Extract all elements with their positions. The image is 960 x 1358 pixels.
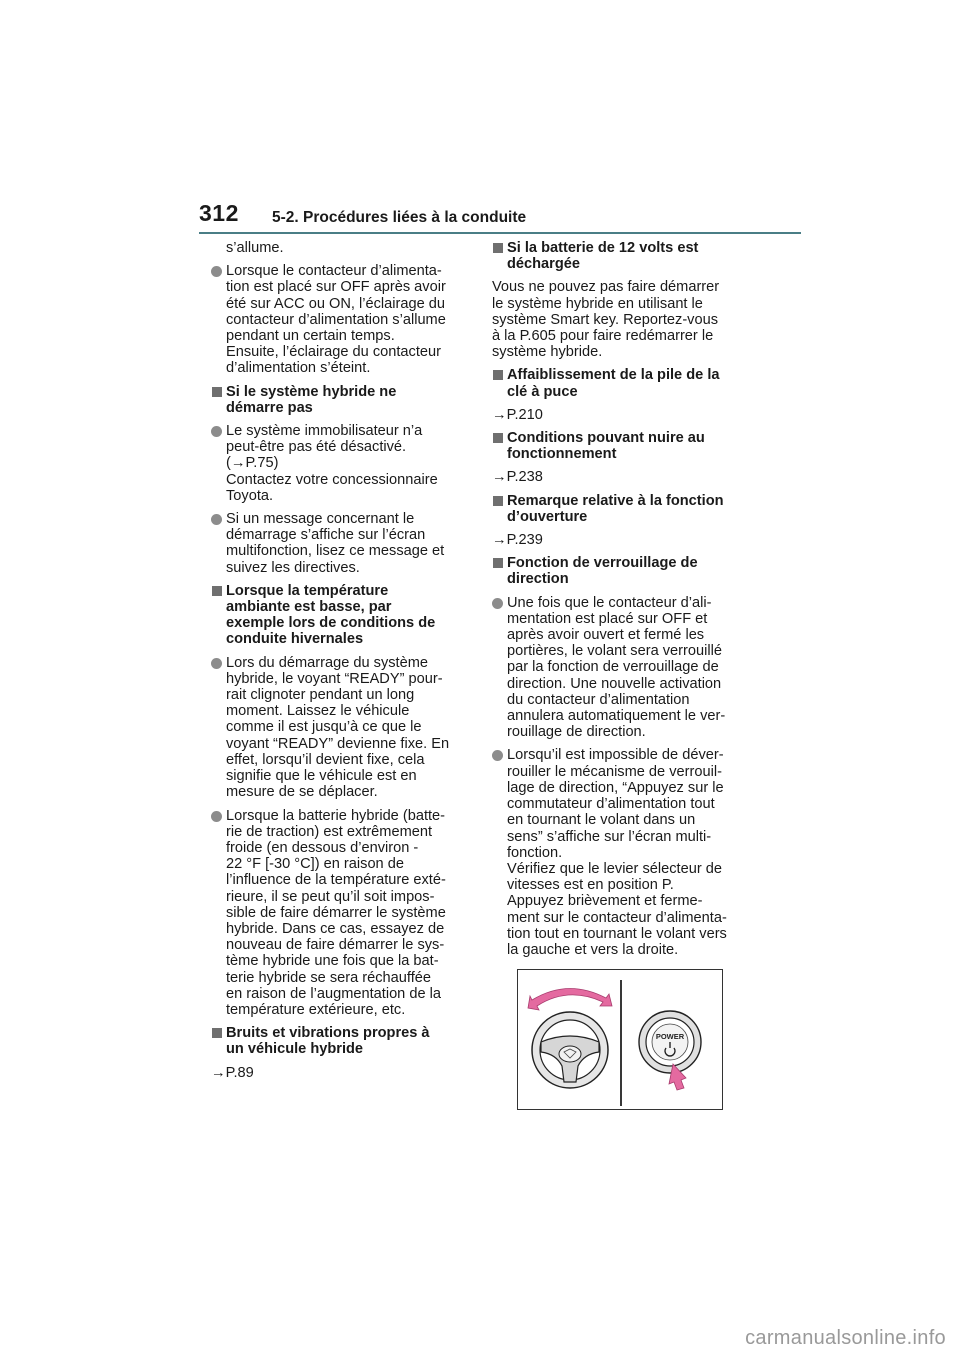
bullet-text: Lorsque la batterie hybride (batte- rie de traction) est extrêmement froide (en dessous d’environ - 22 °F [-30 °C]) en raison de l’influence de la température exté- rieure, il se peut qu’il soit impos- sible de faire démarrer le système hybride. Dans ce cas, essayez de nouveau de faire démarrer le sys- tème hybride une fois que la bat- terie hybride se sera réchauffée en raison de l’augmentation de la température extérieure, etc. <box>226 807 446 1018</box>
heading-text: Si la batterie de 12 volts est déchargée <box>507 240 699 273</box>
bullet-text: Lorsque le contacteur d’alimenta- tion est placé sur OFF après avoir été sur ACC ou ON, l’éclairage du contacteur d’alimentation s’allume pendant un certain temps. Ensuite, l’éclairage du contacteur d’alimentation s’éteint. <box>226 263 446 377</box>
body-text: Vous ne pouvez pas faire démarrer le système hybride en utilisant le système Smart key. Reportez-vous à la P.605 pour faire redémarrer le système hybride. <box>492 279 720 361</box>
section-heading <box>492 555 750 587</box>
steering-wheel-icon <box>532 1012 608 1088</box>
heading-text: Remarque relative à la fonction d’ouverture <box>507 492 724 525</box>
bullet-icon <box>211 514 222 525</box>
header-rule <box>199 232 801 234</box>
bullet-item <box>211 655 469 801</box>
page-reference: →P.89 <box>211 1064 254 1081</box>
bullet-icon <box>211 658 222 669</box>
power-label: POWER <box>655 1032 685 1041</box>
right-column <box>492 240 750 965</box>
heading-text: Lorsque la température ambiante est basse, par exemple lors de conditions de conduite hivernales <box>226 582 436 648</box>
bullet-item <box>211 263 469 376</box>
section-heading <box>211 1025 469 1057</box>
heading-text: Bruits et vibrations propres à un véhicule hybride <box>226 1025 430 1058</box>
power-button-icon <box>639 1011 701 1073</box>
page-number: 312 <box>199 200 239 226</box>
section-heading <box>492 430 750 462</box>
bullet-icon <box>211 426 222 437</box>
square-bullet-icon <box>493 433 503 443</box>
chapter-title: 5-2. Procédures liées à la conduite <box>272 209 527 226</box>
heading-text: Si le système hybride ne démarre pas <box>226 383 397 416</box>
bullet-icon <box>211 266 222 277</box>
bullet-icon <box>211 811 222 822</box>
square-bullet-icon <box>493 243 503 253</box>
square-bullet-icon <box>212 1028 222 1038</box>
section-heading <box>492 367 750 399</box>
square-bullet-icon <box>493 370 503 380</box>
heading-text: Fonction de verrouillage de direction <box>507 555 698 588</box>
section-heading <box>492 493 750 525</box>
illustration-figure <box>517 969 723 1110</box>
heading-text: Conditions pouvant nuire au fonctionnement <box>507 430 705 463</box>
bullet-icon <box>492 598 503 609</box>
bullet-text: Une fois que le contacteur d’ali- mentation est placé sur OFF et après avoir ouvert et fermé les portières, le volant sera verrouillé par la fonction de verrouillage de direction. Une nouvelle activation du contacteur d’alimentation annulera automatiquement le ver- rouillage de direction. <box>507 594 726 741</box>
page-reference: →P.210 <box>492 406 543 423</box>
bullet-item <box>211 423 469 504</box>
bullet-item <box>492 595 750 741</box>
square-bullet-icon <box>212 586 222 596</box>
continuation-text: s’allume. <box>226 240 284 256</box>
bullet-text: Lors du démarrage du système hybride, le voyant “READY” pour- rait clignoter pendant un long moment. Laissez le véhicule comme il est jusqu’à ce que le voyant “READY” devienne fixe. En effet, lorsqu’il devient fixe, cela signifie que le véhicule est en mesure de se déplacer. <box>226 654 450 801</box>
section-heading <box>492 240 750 272</box>
watermark: carmanualsonline.info <box>745 1327 946 1349</box>
heading-text: Affaiblissement de la pile de la clé à puce <box>507 367 720 400</box>
illustration-svg <box>518 970 724 1111</box>
page-reference: →P.239 <box>492 532 543 549</box>
bullet-item <box>211 808 469 1019</box>
bullet-text: Si un message concernant le démarrage s’affiche sur l’écran multifonction, lisez ce message et suivez les directives. <box>226 511 445 576</box>
left-column <box>211 240 469 1088</box>
section-heading <box>211 384 469 416</box>
bullet-item <box>492 747 750 958</box>
bullet-item <box>211 511 469 576</box>
bullet-text: Lorsqu’il est impossible de déver- rouiller le mécanisme de verrouil- lage de direction, “Appuyez sur le commutateur d’alimentation tout en tournant le volant dans un sens” s’affiche sur l’écran multi- fonction. Vérifiez que le levier sélecteur de vitesses est en position P. Appuyez brièvement et ferme- ment sur le contacteur d’alimenta- tion tout en tournant le volant vers la gauche et vers la droite. <box>507 747 727 958</box>
square-bullet-icon <box>493 558 503 568</box>
bullet-icon <box>492 750 503 761</box>
section-heading <box>211 583 469 648</box>
square-bullet-icon <box>493 496 503 506</box>
bullet-text: Le système immobilisateur n’a peut-être pas été désactivé. (→P.75) Contactez votre concessionnaire Toyota. <box>226 423 438 504</box>
page-reference: →P.238 <box>492 469 543 486</box>
rotate-arrow-icon <box>528 988 612 1010</box>
square-bullet-icon <box>212 387 222 397</box>
